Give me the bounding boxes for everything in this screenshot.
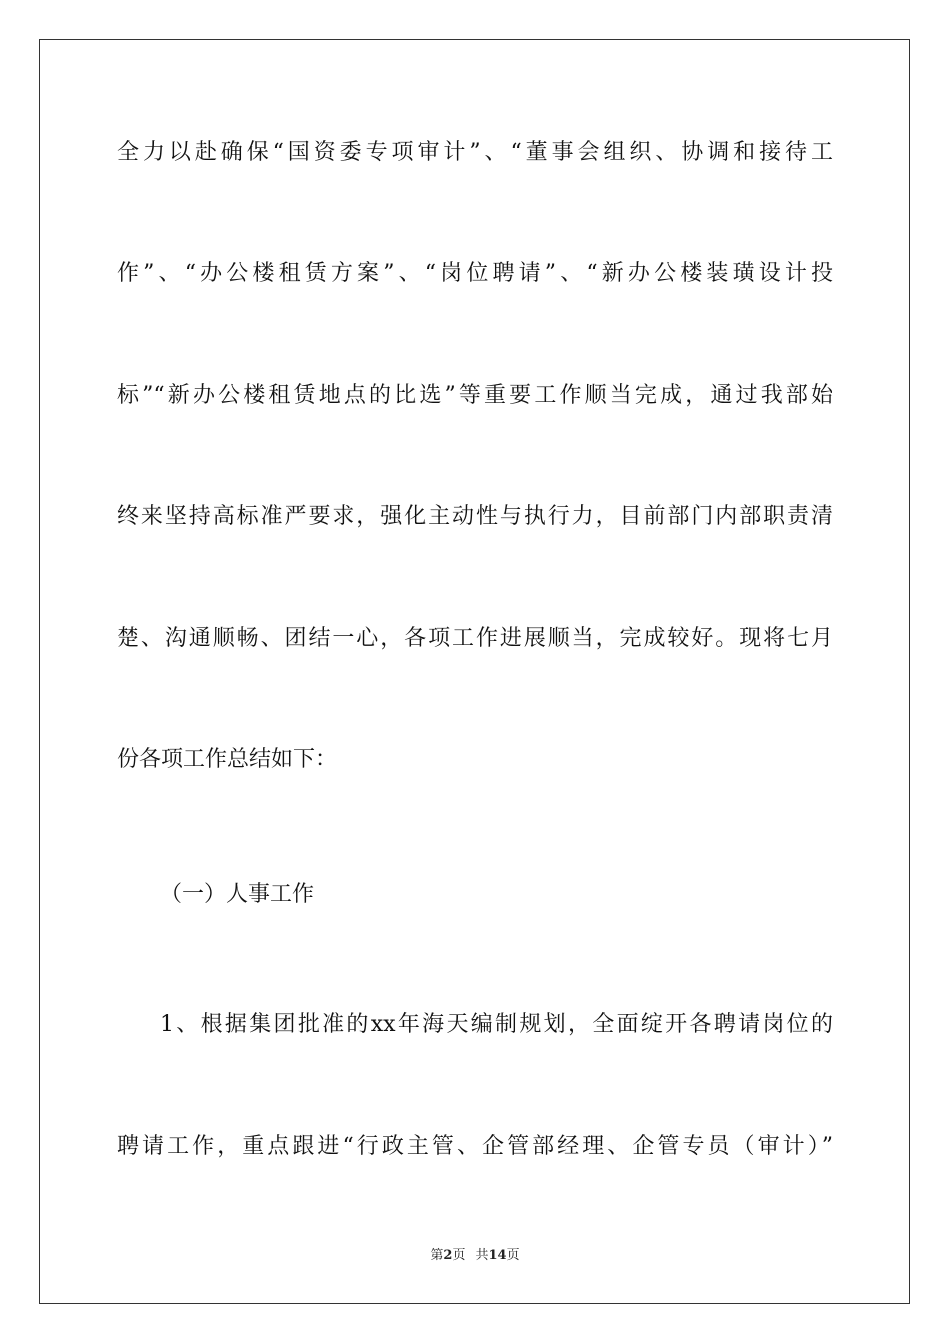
- section-heading-personnel: （一）人事工作: [160, 882, 315, 907]
- paragraph-line-8: 聘请工作，重点跟进“行政主管、企管部经理、企管专员（审计）”: [117, 1134, 833, 1159]
- footer-total-number: 14: [488, 1248, 507, 1263]
- footer-page-suffix: 页: [452, 1248, 466, 1263]
- footer-total-prefix: 共: [475, 1248, 489, 1263]
- paragraph-line-4: 终来坚持高标准严要求，强化主动性与执行力，目前部门内部职责清: [117, 504, 833, 529]
- footer-page-prefix: 第: [430, 1248, 444, 1263]
- page-border: [39, 39, 910, 1304]
- paragraph-line-1: 全力以赴确保“国资委专项审计”、“董事会组织、协调和接待工: [117, 140, 833, 165]
- paragraph-line-3: 标”“新办公楼租赁地点的比选”等重要工作顺当完成，通过我部始: [117, 383, 833, 408]
- footer-total-suffix: 页: [506, 1248, 520, 1263]
- paragraph-line-2: 作”、“办公楼租赁方案”、“岗位聘请”、“新办公楼装璜设计投: [117, 261, 833, 286]
- paragraph-line-6: 份各项工作总结如下：: [117, 747, 338, 772]
- footer-page-number: 2: [443, 1248, 453, 1263]
- paragraph-line-7: 1、根据集团批准的xx年海天编制规划，全面绽开各聘请岗位的: [160, 1012, 833, 1037]
- paragraph-line-5: 楚、沟通顺畅、团结一心，各项工作进展顺当，完成较好。现将七月: [117, 626, 833, 651]
- page-footer: [0, 1247, 950, 1265]
